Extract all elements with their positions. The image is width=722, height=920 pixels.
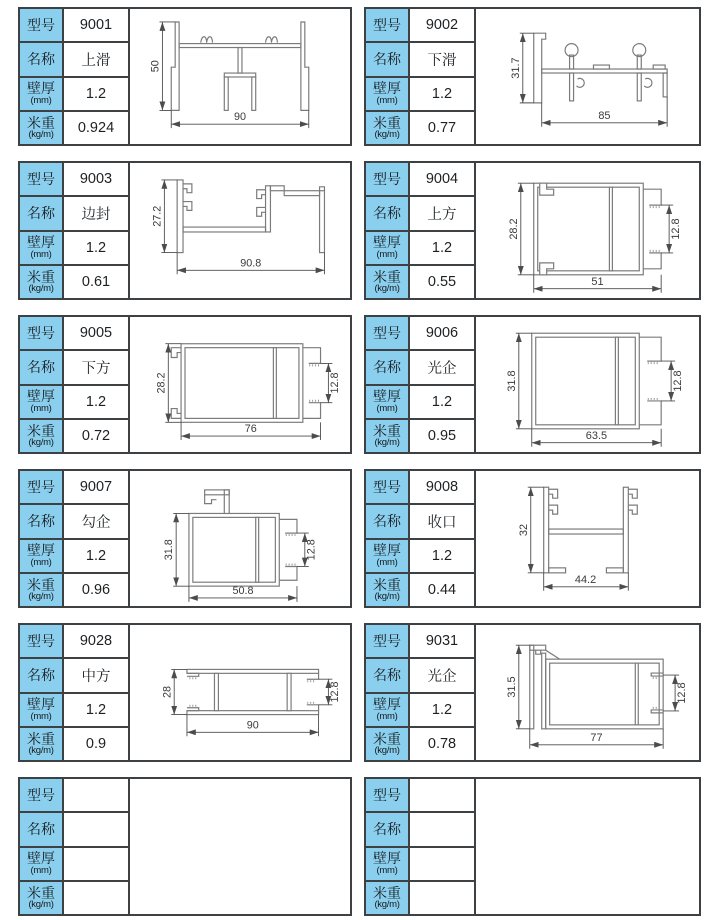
spec-value-thickness: [64, 848, 128, 880]
dim-width: 90.8: [240, 257, 262, 270]
spec-value-weight: 0.72: [81, 427, 111, 444]
dim-side: 12.8: [676, 682, 689, 704]
label-text: 米重: [27, 268, 55, 285]
spec-label-weight: [20, 882, 64, 914]
spec-label-model: [366, 779, 410, 811]
label-text: 名称: [373, 821, 401, 838]
label-text: 名称: [373, 359, 401, 376]
label-text: 壁厚: [27, 696, 55, 713]
label-text: 名称: [373, 51, 401, 68]
label-text: 壁厚: [373, 234, 401, 251]
profile-drawing-9031: [476, 625, 699, 760]
spec-label-model: [20, 163, 64, 195]
profile-outline: [181, 344, 303, 423]
spec-label-weight: [20, 574, 64, 606]
spec-value-name: 边封: [81, 206, 111, 223]
label-text: 米重: [373, 576, 401, 593]
label-text: 型号: [27, 632, 55, 649]
spec-value-model: 9008: [425, 479, 459, 496]
spec-label-weight: [366, 574, 410, 606]
dim-width: 76: [244, 423, 257, 436]
spec-table: [366, 317, 476, 452]
hook-curl: [577, 78, 585, 87]
spec-label-name: [366, 43, 410, 75]
label-text: 型号: [27, 786, 55, 803]
spec-label-thickness: [366, 78, 410, 110]
label-text: 米重: [27, 730, 55, 747]
label-text: 壁厚: [373, 80, 401, 97]
label-unit: (kg/m): [374, 283, 400, 295]
profile-drawing-9006: [476, 317, 699, 452]
spec-value-name: [410, 813, 474, 845]
spec-label-weight: [20, 420, 64, 452]
spec-value-name: 上滑: [81, 52, 111, 69]
spec-table: [20, 779, 130, 914]
label-text: 名称: [373, 513, 401, 530]
spec-label-name: [366, 505, 410, 537]
label-text: 壁厚: [27, 850, 55, 867]
profile-outline: [534, 183, 644, 275]
spec-label-name: [366, 659, 410, 691]
spec-value-thickness: 1.2: [85, 393, 107, 410]
spec-label-name: [366, 813, 410, 845]
label-unit: (mm): [376, 248, 398, 260]
label-text: 名称: [27, 359, 55, 376]
label-text: 米重: [373, 268, 401, 285]
profile-outline: [534, 33, 546, 103]
spec-label-model: [366, 471, 410, 503]
spec-label-name: [20, 659, 64, 691]
spec-table: [20, 471, 130, 606]
profile-card-9004: [364, 161, 701, 300]
spec-value-model: 9028: [79, 633, 113, 650]
dim-width: 90: [233, 111, 247, 124]
spec-label-thickness: [366, 540, 410, 572]
label-text: 型号: [27, 16, 55, 33]
label-text: 型号: [373, 632, 401, 649]
label-unit: (mm): [376, 864, 398, 876]
label-text: 米重: [27, 422, 55, 439]
spec-table: [366, 779, 476, 914]
spec-label-thickness: [366, 386, 410, 418]
spec-value-model: 9006: [425, 325, 459, 342]
label-text: 壁厚: [27, 234, 55, 251]
spec-label-name: [20, 813, 64, 845]
spec-value-thickness: 1.2: [85, 239, 107, 256]
profile-drawing-9003: [130, 163, 350, 298]
spec-value-weight: [64, 882, 128, 914]
dim-width: 90: [246, 719, 259, 732]
spec-label-model: [366, 163, 410, 195]
profile-drawing-empty: [476, 779, 699, 914]
spec-label-thickness: [20, 694, 64, 726]
spec-value-weight: 0.61: [81, 273, 111, 290]
label-unit: (kg/m): [374, 899, 400, 911]
spec-value-thickness: [410, 848, 474, 880]
spec-label-thickness: [366, 232, 410, 264]
profile-card-9028: [18, 623, 352, 762]
label-unit: (mm): [376, 556, 398, 568]
spec-value-name: 收口: [427, 514, 457, 531]
profile-outline: [177, 180, 183, 253]
dim-height: 28: [161, 686, 174, 699]
spec-value-name: 下方: [81, 360, 111, 377]
spec-label-weight: [20, 266, 64, 298]
spec-value-weight: 0.55: [427, 273, 457, 290]
spec-value-weight: 0.96: [81, 581, 111, 598]
spec-value-weight: 0.924: [77, 119, 115, 136]
profile-outline: [532, 333, 640, 429]
spec-value-weight: 0.95: [427, 427, 457, 444]
spec-table: [20, 163, 130, 298]
profile-drawing-empty: [130, 779, 350, 914]
profile-card-9006: [364, 315, 701, 454]
spec-label-model: [366, 317, 410, 349]
spec-value-name: 上方: [427, 206, 457, 223]
spec-label-thickness: [20, 78, 64, 110]
spec-table: [366, 9, 476, 144]
dim-side: 12.8: [670, 218, 683, 240]
spec-label-weight: [366, 420, 410, 452]
spec-value-name: 中方: [81, 668, 111, 685]
dim-side: 12.8: [672, 370, 685, 392]
profile-outline: [187, 669, 319, 673]
spec-value-thickness: 1.2: [431, 239, 453, 256]
spec-value-name: 光企: [427, 360, 457, 377]
profile-card-empty-2: [364, 777, 701, 916]
label-text: 型号: [373, 786, 401, 803]
spec-table: [366, 625, 476, 760]
spec-label-thickness: [366, 694, 410, 726]
profile-drawing-9002: [476, 9, 699, 144]
label-text: 型号: [373, 16, 401, 33]
label-text: 名称: [27, 205, 55, 222]
spec-label-weight: [20, 728, 64, 760]
dim-side: 12.8: [305, 539, 318, 561]
spec-value-weight: [410, 882, 474, 914]
spec-label-name: [20, 505, 64, 537]
label-unit: (mm): [30, 710, 52, 722]
spec-label-weight: [20, 112, 64, 144]
spec-table: [20, 317, 130, 452]
label-text: 米重: [373, 422, 401, 439]
profile-card-9003: [18, 161, 352, 300]
label-text: 壁厚: [373, 542, 401, 559]
label-text: 型号: [27, 478, 55, 495]
spec-label-weight: [366, 882, 410, 914]
spec-label-thickness: [20, 386, 64, 418]
profile-card-9005: [18, 315, 352, 454]
spec-value-thickness: 1.2: [85, 701, 107, 718]
spec-label-model: [20, 779, 64, 811]
label-text: 米重: [27, 576, 55, 593]
spec-value-thickness: 1.2: [85, 547, 107, 564]
label-unit: (kg/m): [374, 591, 400, 603]
spec-table: [366, 163, 476, 298]
profile-drawing-9028: [130, 625, 350, 760]
spec-table: [20, 9, 130, 144]
label-unit: (mm): [30, 94, 52, 106]
spec-value-name: [64, 813, 128, 845]
spec-table: [366, 471, 476, 606]
dim-height: 28.2: [155, 372, 168, 394]
label-unit: (mm): [30, 556, 52, 568]
label-unit: (kg/m): [28, 283, 54, 295]
hook-curl: [644, 78, 652, 87]
spec-label-name: [366, 351, 410, 383]
dim-width: 77: [590, 731, 603, 744]
label-text: 米重: [27, 114, 55, 131]
dim-side: 12.8: [329, 372, 342, 394]
label-unit: (kg/m): [28, 591, 54, 603]
spec-value-model: 9002: [425, 17, 459, 34]
label-text: 壁厚: [27, 542, 55, 559]
spec-label-name: [366, 197, 410, 229]
dim-height: 31.8: [505, 370, 518, 392]
profile-card-9008: [364, 469, 701, 608]
spec-value-model: [410, 779, 474, 811]
dim-height: 27.2: [151, 205, 164, 227]
spec-value-model: 9005: [79, 325, 113, 342]
spec-label-model: [366, 9, 410, 41]
label-text: 型号: [27, 324, 55, 341]
dim-width: 44.2: [574, 573, 597, 586]
label-text: 名称: [27, 513, 55, 530]
profile-outline: [171, 22, 179, 110]
label-unit: (kg/m): [374, 129, 400, 141]
spec-value-thickness: 1.2: [431, 393, 453, 410]
dim-height: 50: [149, 60, 162, 73]
label-text: 型号: [373, 478, 401, 495]
spec-label-model: [20, 9, 64, 41]
label-unit: (kg/m): [374, 437, 400, 449]
dim-height: 31.7: [509, 57, 522, 79]
spec-value-name: 光企: [427, 668, 457, 685]
label-text: 名称: [27, 51, 55, 68]
spec-value-weight: 0.44: [427, 581, 457, 598]
label-text: 型号: [373, 324, 401, 341]
profile-card-empty-1: [18, 777, 352, 916]
spec-value-model: 9007: [79, 479, 113, 496]
profile-drawing-9008: [476, 471, 699, 606]
label-unit: (mm): [376, 94, 398, 106]
label-unit: (mm): [376, 402, 398, 414]
label-text: 米重: [373, 730, 401, 747]
profile-outline: [530, 645, 546, 650]
dim-width: 51: [591, 275, 604, 288]
spec-value-model: 9031: [425, 633, 459, 650]
spec-label-weight: [366, 112, 410, 144]
spec-value-weight: 0.9: [85, 735, 107, 752]
spec-value-thickness: 1.2: [431, 701, 453, 718]
dim-width: 85: [598, 109, 611, 122]
spec-label-model: [20, 317, 64, 349]
dim-width: 63.5: [585, 429, 608, 442]
spec-value-thickness: 1.2: [431, 85, 453, 102]
profile-card-9007: [18, 469, 352, 608]
dim-height: 31.8: [163, 539, 176, 561]
label-text: 名称: [27, 667, 55, 684]
spec-label-model: [20, 471, 64, 503]
label-unit: (mm): [376, 710, 398, 722]
label-text: 型号: [27, 170, 55, 187]
spec-value-weight: 0.78: [427, 735, 457, 752]
spec-value-model: 9004: [425, 171, 459, 188]
profile-drawing-9001: [130, 9, 350, 144]
spec-label-thickness: [20, 848, 64, 880]
label-text: 壁厚: [373, 696, 401, 713]
profile-outline: [544, 487, 549, 573]
profile-drawing-9004: [476, 163, 699, 298]
label-unit: (mm): [30, 402, 52, 414]
profile-drawing-9007: [130, 471, 350, 606]
label-unit: (kg/m): [28, 129, 54, 141]
spec-value-model: [64, 779, 128, 811]
spec-label-name: [20, 351, 64, 383]
spec-value-name: 勾企: [81, 514, 111, 531]
label-text: 壁厚: [27, 388, 55, 405]
dim-side: 12.8: [329, 681, 342, 703]
spec-value-model: 9001: [79, 17, 113, 34]
label-text: 壁厚: [373, 850, 401, 867]
spring-symbol: [266, 37, 278, 43]
label-unit: (kg/m): [28, 745, 54, 757]
label-text: 壁厚: [27, 80, 55, 97]
dim-width: 50.8: [232, 584, 254, 597]
label-unit: (mm): [30, 864, 52, 876]
profile-grid: [18, 7, 722, 916]
label-text: 型号: [373, 170, 401, 187]
label-text: 米重: [373, 114, 401, 131]
label-text: 米重: [373, 884, 401, 901]
profile-card-9002: [364, 7, 701, 146]
dim-height: 32: [517, 523, 530, 537]
label-text: 米重: [27, 884, 55, 901]
spec-label-thickness: [366, 848, 410, 880]
label-unit: (mm): [30, 248, 52, 260]
profile-card-9031: [364, 623, 701, 762]
spec-value-model: 9003: [79, 171, 113, 188]
spec-table: [20, 625, 130, 760]
spec-label-thickness: [20, 540, 64, 572]
spec-label-model: [366, 625, 410, 657]
spec-label-weight: [366, 728, 410, 760]
profile-drawing-9005: [130, 317, 350, 452]
label-text: 名称: [373, 205, 401, 222]
label-text: 壁厚: [373, 388, 401, 405]
spec-label-weight: [366, 266, 410, 298]
spring-symbol: [201, 37, 213, 43]
spec-label-name: [20, 43, 64, 75]
label-unit: (kg/m): [28, 899, 54, 911]
label-unit: (kg/m): [374, 745, 400, 757]
label-text: 名称: [27, 821, 55, 838]
spec-label-name: [20, 197, 64, 229]
dim-height: 31.5: [505, 676, 518, 698]
dim-height: 28.2: [507, 218, 520, 240]
profile-outline: [189, 513, 279, 586]
spec-label-model: [20, 625, 64, 657]
spec-value-thickness: 1.2: [85, 85, 107, 102]
spec-value-weight: 0.77: [427, 119, 457, 136]
spec-value-thickness: 1.2: [431, 547, 453, 564]
spec-label-thickness: [20, 232, 64, 264]
spec-value-name: 下滑: [427, 52, 457, 69]
label-unit: (kg/m): [28, 437, 54, 449]
label-text: 名称: [373, 667, 401, 684]
profile-card-9001: [18, 7, 352, 146]
